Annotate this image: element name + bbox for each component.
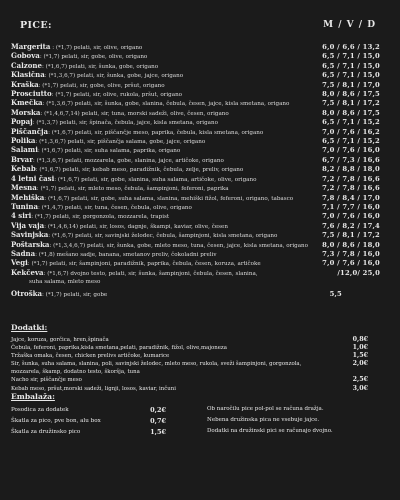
note-line: Dodatki na družinski pici se računajo dvojno. [207, 428, 333, 434]
pizza-name: Vegi [11, 258, 28, 268]
pizza-item [11, 250, 380, 259]
packaging-text: Škatla za družinsko pico [11, 429, 81, 435]
pizza-description: : (*1,6,7) pelati, sir, suha salama, paprika, origano [37, 148, 181, 155]
pizza-name: Calzone [11, 60, 42, 70]
pizza-price: 8,2 / 8,8 / 18,0 [322, 165, 380, 174]
packaging-item [11, 427, 166, 438]
pizza-price: 6,0 / 6,6 / 13,2 [322, 43, 380, 51]
addon-price: 2,0€ [352, 360, 368, 368]
pizza-item [11, 99, 380, 108]
addon-text: Nacho sir, piščančje meso [11, 377, 82, 384]
pizza-price: 7,5 / 8,1 / 17,2 [322, 99, 380, 108]
menu-title: PICE: [20, 20, 52, 31]
pizza-item [11, 90, 380, 99]
pizza-item [11, 175, 380, 184]
pizza-description: : (*1,6,7) pelati, sir, savinjski želodec, čebula, šampinjoni, kisla smetana, origano [48, 233, 278, 240]
pizza-item [11, 259, 380, 268]
pizza-price: 6,5 / 7,1 / 15,0 [322, 61, 380, 70]
pizza-description: : (*1,7) pelati, sir, olive, origano [50, 45, 143, 51]
pizza-description: : (*1,7) pelati, sir, mleto meso, čebula, šampinjoni, feferoni, paprika [36, 186, 229, 193]
addon-text: Kebab meso, pršut,morski sadeži, lignji, losos, kaviar, inčuni [11, 385, 176, 392]
pizza-price: 8,0 / 8,6 / 18,0 [322, 240, 380, 249]
pizza-name: Tunina [11, 201, 39, 211]
pizza-item [11, 184, 380, 193]
pizza-description: : (*1,4,6,7,14) pelati, sir, tuna, morski sadeži, olive, česen, origano [40, 110, 229, 117]
packaging-price: 1,5€ [150, 428, 166, 436]
addon-item [11, 385, 368, 393]
pizza-name: Prosciutto [11, 89, 52, 99]
pizza-name: Poštarska [11, 239, 50, 249]
addon-text: Čebula, feferoni, paprika,kisla smetana,pelati, paradižnik, fižol, olive,majoneza [11, 345, 227, 352]
pizza-description-continued: suha salama, mleto meso [29, 279, 101, 286]
pizza-name: Margerita [11, 42, 51, 51]
pizza-name: Otroška [11, 288, 43, 298]
addon-price: 3,0€ [352, 384, 368, 392]
pizza-item [11, 71, 380, 80]
pizza-name: Kebab [11, 164, 36, 174]
pizza-description: : (*1,6,7) pelati, sir, kebab meso, paradižnik, čebula, zelje, preliv, origano [35, 167, 244, 174]
pizza-price: 7,8 / 8,4 / 17,0 [322, 193, 380, 202]
pizza-price: 7,2 / 7,8 / 16,6 [322, 184, 380, 193]
pizza-name: Kekčeva [11, 267, 44, 277]
pizza-name: Sadna [11, 248, 36, 258]
addon-text: Sir, šunka, suha salama, slanina, poli, savinjski želodec, mleto meso, rukola, sveži šampinjoni, gorgonzola, mozzarela, škamp, dodatno testo, škoršja, tuna [11, 361, 302, 376]
pizza-name: Gobova [11, 51, 40, 61]
addons-list [11, 336, 368, 393]
pizza-price: 7,5 / 8,1 / 17,0 [322, 80, 380, 89]
pizza-price: 7,0 / 7,6 / 16,2 [322, 127, 380, 136]
pizza-name: Polika [11, 136, 36, 146]
pizza-item [11, 212, 380, 221]
pizza-price: 8,0 / 8,6 / 17,5 [322, 108, 380, 117]
pizza-price: 7,0 / 7,6 / 16,0 [322, 259, 380, 268]
pizza-price: 7,5 / 8,1 / 17,2 [322, 231, 380, 240]
pizza-description: : (*1,6,7) dvojno testo, pelati, sir, šunka, šampinjoni, čebula, česen, slanina, [43, 270, 258, 277]
addon-item [11, 336, 368, 344]
pizza-description: : (*1,4,7) pelati, sir, tuna, česen, čebula, olive, origano [38, 204, 192, 211]
pizza-list [11, 43, 380, 299]
pizza-name: Kmečka [11, 98, 43, 108]
pizza-name: Popaj [11, 117, 33, 127]
pizza-item [11, 81, 380, 90]
pizza-description: : (*1,3,6,7) pelati, sir, šunka, gobe, jajce, origano [44, 73, 184, 80]
pizza-name: Mesna [11, 183, 37, 193]
addon-text: Jajce, koruza, gorčica, hren,špinača [11, 337, 109, 343]
pizza-item [11, 43, 380, 52]
pizza-description: : (*1,4,6,14) pelati, sir, losos, dagnje, škampi, kaviar, olive, česen [44, 223, 228, 230]
pizza-item [11, 109, 380, 118]
pizza-name: Salami [11, 145, 38, 155]
pizza-description: : (*1,6,7) pelati, sir, gobe, suha salama, slanina, mehiški fižol, feferoni, origano, tabasco [44, 195, 294, 202]
pizza-price: 7,0 / 7,6 / 16,0 [322, 146, 380, 155]
addon-item [11, 344, 368, 352]
pizza-item [11, 137, 380, 146]
pizza-description: : (*1,7) pelati, sir, olive, rukola, pršut, origano [51, 92, 183, 99]
pizza-name: Savinjska [11, 230, 49, 240]
pizza-item [11, 128, 380, 137]
pizza-item [11, 222, 380, 231]
pizza-description: : (*1,3,6,7) pelati, mozzarela, gobe, slanina, jajce, artičoke, origano [32, 157, 224, 164]
pizza-name: Kraška [11, 79, 39, 89]
pizza-item [11, 194, 380, 203]
pizza-name: Mehiška [11, 192, 45, 202]
addon-price: 2,5€ [352, 376, 368, 384]
size-labels: M / V / D [323, 20, 376, 30]
addon-price: 0,8€ [352, 336, 368, 343]
pizza-name: Brvar [11, 154, 33, 164]
menu-notes [207, 404, 387, 437]
pizza-description: : (*1,7) pelati, sir, gobe, olive, pršut, origano [38, 82, 165, 89]
pizza-description: : (*1,7) pelati, sir, šampinjoni, paradižnik, paprika, čebula, česen, koruza, artičoke [27, 261, 261, 268]
menu-header [20, 20, 380, 34]
pizza-description: : (*1,3,4,6,7) pelati, sir, šunka, gobe, mleto meso, tuna, česen, jajce, kisla smetana, origano [49, 242, 308, 249]
pizza-description: : (*1,3,6,7) pelati, sir, šunka, gobe, slanina, čebula, česen, jajce, kisla smetana, origano [42, 101, 290, 108]
pizza-description: : (*1,7) pelati, sir, gobe, olive, origano [39, 54, 148, 61]
addon-text: Tržaška omaka, česen, chicken prelivs artičoke, kumarice [11, 353, 170, 360]
packaging-title: Embalaža: [11, 392, 55, 401]
pizza-item [11, 203, 380, 212]
pizza-name: Vija vaja [11, 220, 45, 230]
note-line: Nebena družinska pica ne vsebuje jajce. [207, 417, 320, 423]
addon-item [11, 376, 368, 384]
pizza-name: Morska [11, 107, 41, 117]
pizza-price: 8,0 / 8,6 / 17,5 [322, 90, 380, 99]
pizza-price: 6,7 / 7,3 / 16,6 [322, 155, 380, 164]
pizza-price: /12,0/ 25,0 [337, 268, 380, 277]
pizza-price: 6,5 / 7,1 / 15,0 [322, 71, 380, 80]
packaging-price: 0,7€ [150, 417, 166, 425]
pizza-price: 7,6 / 8,2 / 17,4 [322, 221, 380, 230]
packaging-item [11, 405, 166, 416]
addons-title: Dodatki: [11, 323, 48, 332]
pizza-item [11, 290, 380, 299]
addon-item [11, 352, 368, 360]
pizza-price: 7,1 / 7,7 / 16,0 [322, 202, 380, 211]
pizza-price: 7,0 / 7,6 / 16,0 [322, 212, 380, 221]
addon-price: 1,5€ [352, 352, 368, 360]
packaging-list [11, 405, 166, 438]
pizza-item [11, 165, 380, 174]
pizza-description: : (*1,7) pelati, sir, gorgonzola, mozzarela, trapist [31, 214, 170, 221]
pizza-item [11, 241, 380, 250]
pizza-item [11, 62, 380, 71]
pizza-description: : (*1,6,7) pelati, sir, piščančje meso, paprika, čebula, kisla smetana, origano [48, 129, 264, 136]
pizza-price: 6,5 / 7,1 / 15,0 [322, 52, 380, 61]
pizza-name: 4 siri [11, 211, 32, 221]
pizza-item [11, 269, 380, 287]
pizza-item [11, 156, 380, 165]
note-line: Ob naročilu pice pol-pol se računa dražja. [207, 406, 324, 412]
pizza-description: : (*1,6,7) pelati, sir, šunka, gobe, origano [41, 63, 159, 70]
addon-price: 1,0€ [352, 344, 368, 352]
packaging-price: 0,2€ [150, 406, 166, 414]
pizza-item [11, 231, 380, 240]
pizza-price: 7,2 / 7,8 / 16,6 [322, 174, 380, 183]
pizza-description: : (*1,8) mešano sadje, banana, smetanov preliv, čokoladni preliv [35, 251, 217, 258]
packaging-item [11, 416, 166, 427]
packaging-text: Posodica za dodatek [11, 407, 69, 413]
pizza-item [11, 52, 380, 61]
pizza-description: : (*1,3,7) pelati, sir, špinača, čebula, jajce, kisla smetana, origano [32, 120, 218, 127]
pizza-price: 6,5 / 7,1 / 15,2 [322, 137, 380, 146]
pizza-price: 5,5 [329, 289, 342, 298]
packaging-text: Škatla za pico, pve bon, alu box [11, 418, 101, 424]
pizza-name: 4 letni časi [11, 173, 55, 183]
pizza-price: 7,3 / 7,8 / 16,0 [322, 249, 380, 258]
pizza-item [11, 146, 380, 155]
pizza-description: : (*1,7) pelati, sir, gobe [42, 291, 108, 298]
pizza-description: : (*1,6,7) pelati, sir, gobe, slanina, suha salama, artičoke, olive, origano [54, 176, 257, 183]
pizza-name: Piščančja [11, 126, 49, 136]
pizza-description: : (*1,3,6,7) pelati, sir, piščančja salama, gobe, jajce, origano [35, 139, 206, 146]
pizza-item [11, 118, 380, 127]
addon-item [11, 360, 368, 376]
pizza-name: Klasična [11, 70, 45, 80]
pizza-price: 6,5 / 7,1 / 15,2 [322, 118, 380, 127]
